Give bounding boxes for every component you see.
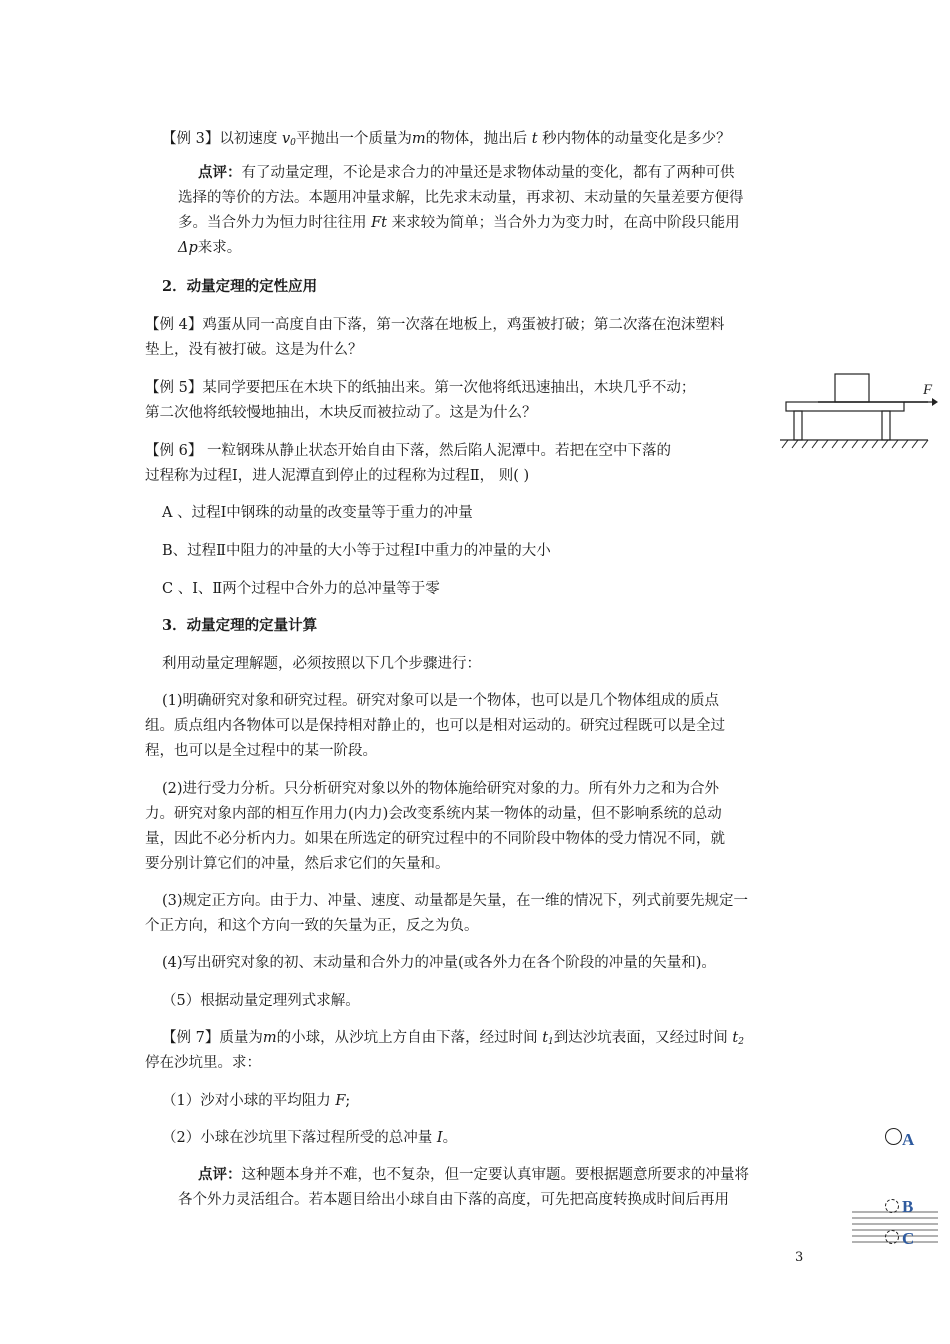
comment-3-line-4 [178, 237, 241, 259]
example-6-option-a: A 、过程Ⅰ中钢珠的动量的改变量等于重力的冲量 [162, 505, 473, 521]
table-leg-right [882, 411, 890, 440]
page-number: 3 [795, 1250, 804, 1265]
step-1-line-3: 程，也可以是全过程中的某一阶段。 [145, 743, 377, 759]
option-a-circle-icon [885, 1128, 902, 1145]
step-2-line-2: 力。研究对象内部的相互作用力(内力)会改变系统内某一物体的动量，但不影响系统的总动 [145, 806, 722, 822]
example-7-line-2: 停在沙坑里。求： [145, 1055, 261, 1071]
var-t1: $t_1$ [542, 1030, 554, 1047]
option-b-circle-icon [886, 1200, 899, 1213]
text-segment: （1）沙对小球的平均阻力 [162, 1093, 336, 1109]
force-label: F [923, 382, 933, 398]
arrow-head-icon [932, 398, 938, 406]
option-b-letter: B [902, 1197, 914, 1216]
step-2-line-4: 要分别计算它们的冲量，然后求它们的矢量和。 [145, 856, 450, 872]
section-heading-3: 3．动量定理的定量计算 [162, 617, 318, 634]
option-c-letter: C [902, 1229, 915, 1248]
example-6-option-c: C 、Ⅰ、Ⅱ两个过程中合外力的总冲量等于零 [162, 581, 440, 597]
section-heading-2: 2．动量定理的定性应用 [162, 278, 318, 295]
var-f: F [335, 1093, 346, 1109]
var-i: I [436, 1130, 443, 1146]
var-t2: $t_2$ [732, 1030, 744, 1047]
example-7-line-1 [162, 1027, 744, 1053]
text-segment: 来求。 [197, 240, 242, 256]
option-c-circle-icon [886, 1231, 899, 1244]
example-6-option-b: B、过程Ⅱ中阻力的冲量的大小等于过程Ⅰ中重力的冲量的大小 [162, 543, 551, 559]
option-a-letter: A [902, 1130, 915, 1149]
example-6-line-2: 过程称为过程Ⅰ，进人泥潭直到停止的过程称为过程Ⅱ， 则( ) [145, 468, 530, 484]
step-1-line-2: 组。质点组内各物体可以是保持相对静止的，也可以是相对运动的。研究过程既可以是全过 [145, 718, 725, 734]
var-m: m [411, 131, 426, 147]
text-segment: 平抛出一个质量为 [295, 131, 412, 147]
comment-3-line-1 [198, 162, 735, 184]
var-v0: $v_0$ [281, 131, 296, 148]
comment-3-line-3 [178, 212, 740, 234]
text-segment: ; [345, 1093, 351, 1109]
table-top [786, 402, 904, 411]
text-segment: 这种题本身并不难，也不复杂，但一定要认真审题。要根据题意所要求的冲量将 [241, 1167, 749, 1183]
example-4-line-1: 【例 4】鸡蛋从同一高度自由下落，第一次落在地板上，鸡蛋被打破；第二次落在泡沫塑料 [145, 317, 725, 333]
step-5-line-1: （5）根据动量定理列式求解。 [162, 993, 360, 1009]
step-3-line-2: 个正方向，和这个方向一致的矢量为正，反之为负。 [145, 918, 479, 934]
ground-hatch [782, 440, 928, 448]
text-segment: 【例 7】质量为 [162, 1030, 263, 1046]
text-segment: 到达沙坑表面，又经过时间 [553, 1030, 733, 1046]
var-ft: Ft [371, 215, 387, 231]
comment-3-line-2: 选择的等价的方法。本题用冲量求解，比先求末动量，再求初、末动量的矢量差要方便得 [178, 190, 744, 206]
step-4-line-1: (4)写出研究对象的初、末动量和合外力的冲量(或各外力在各个阶段的冲量的矢量和)。 [162, 955, 716, 971]
wooden-block [835, 374, 869, 402]
text-segment: （2）小球在沙坑里下落过程所受的总冲量 [162, 1130, 437, 1146]
answer-lines-figure [850, 1196, 940, 1248]
steps-intro: 利用动量定理解题，必须按照以下几个步骤进行： [162, 656, 481, 672]
text-segment: 的小球，从沙坑上方自由下落，经过时间 [276, 1030, 543, 1046]
text-segment: 秒内物体的动量变化是多少？ [537, 131, 731, 147]
step-1-line-1: (1)明确研究对象和研究过程。研究对象可以是一个物体，也可以是几个物体组成的质点 [162, 693, 720, 709]
example-4-line-2: 垫上，没有被打破。这是为什么？ [145, 342, 363, 358]
comment-7-line-2: 各个外力灵活组合。若本题目给出小球自由下落的高度，可先把高度转换成时间后再用 [178, 1192, 729, 1208]
example-3-tag: 【例 3】 [162, 131, 220, 147]
step-2-line-3: 量，因此不必分析内力。如果在所选定的研究过程中的不同阶段中物体的受力情况不同，就 [145, 831, 725, 847]
block-on-table-figure [778, 368, 940, 456]
example-7-question-1 [162, 1090, 350, 1112]
table-leg-left [794, 411, 802, 440]
example-5-line-2: 第二次他将纸较慢地抽出，木块反而被拉动了。这是为什么？ [145, 405, 537, 421]
example-6-line-1: 【例 6】 一粒钢珠从静止状态开始自由下落，然后陷人泥潭中。若把在空中下落的 [145, 443, 671, 459]
text-segment: 有了动量定理，不论是求合力的冲量还是求物体动量的变化，都有了两种可供 [241, 165, 735, 181]
text-segment: 来求较为简单；当合外力为变力时，在高中阶段只能用 [387, 215, 740, 231]
var-delta-p: Δp [178, 240, 198, 256]
text-segment: 。 [442, 1130, 458, 1146]
example-5-line-1: 【例 5】某同学要把压在木块下的纸抽出来。第一次他将纸迅速抽出，木块几乎不动； [145, 380, 696, 396]
comment-label: 点评： [198, 164, 242, 181]
comment-label: 点评： [198, 1166, 242, 1183]
step-2-line-1: (2)进行受力分析。只分析研究对象以外的物体施给研究对象的力。所有外力之和为合外 [162, 781, 720, 797]
step-3-line-1: (3)规定正方向。由于力、冲量、速度、动量都是矢量，在一维的情况下，列式前要先规定一 [162, 893, 749, 909]
var-t: t [531, 131, 538, 147]
example-3-question [162, 128, 731, 154]
text-segment: 多。当合外力为恒力时往往用 [178, 215, 372, 231]
example-7-question-2 [162, 1127, 457, 1149]
var-m: m [262, 1030, 277, 1046]
text-segment: 的物体，抛出后 [425, 131, 532, 147]
comment-7-line-1 [198, 1164, 749, 1186]
text-segment: 以初速度 [219, 131, 282, 147]
